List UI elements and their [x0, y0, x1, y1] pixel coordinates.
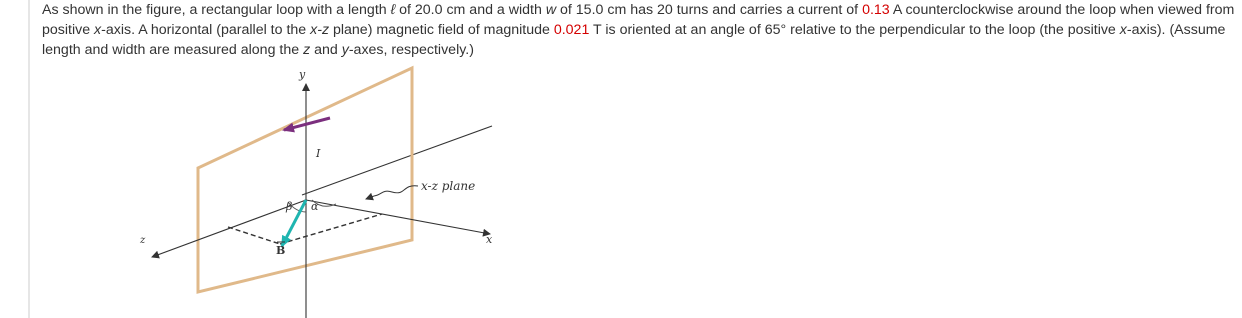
z-symbol: z	[303, 42, 311, 58]
dashed-line-z	[228, 227, 280, 244]
problem-line-2	[42, 20, 1242, 40]
y-symbol: y	[341, 42, 349, 58]
loop-figure	[130, 62, 510, 318]
text-segment: of 15.0 cm has 20 turns and carries a current of	[556, 2, 863, 18]
plane-leader-arrow	[366, 196, 374, 199]
y-axis-label: y	[299, 68, 306, 81]
text-segment: -axes, respectively.)	[348, 42, 474, 58]
text-segment: As shown in the figure, a rectangular loop with a length	[42, 2, 391, 18]
text-segment: and	[310, 42, 342, 58]
x-axis-label: x	[486, 233, 493, 246]
field-label: B	[276, 244, 286, 257]
current-value: 0.13	[862, 2, 890, 18]
xz-plane-label: x-z plane	[421, 179, 476, 193]
text-segment: positive	[42, 22, 95, 38]
text-segment: plane) magnetic field of magnitude	[329, 22, 554, 38]
problem-line-3	[42, 40, 1242, 60]
problem-statement	[42, 0, 1242, 60]
field-value: 0.021	[553, 22, 590, 38]
alpha-label: α	[311, 200, 319, 213]
current-label: I	[316, 147, 321, 160]
beta-label: β	[286, 200, 293, 213]
xz-symbol: x-z	[310, 22, 330, 38]
x-symbol: x	[94, 22, 102, 38]
left-rule	[28, 0, 30, 318]
text-segment: T is oriented at an angle of 65° relative to the perpendicular to the loop (the positive	[589, 22, 1120, 38]
x-symbol: x	[1119, 22, 1127, 38]
problem-line-1	[42, 0, 1242, 20]
current-loop	[198, 68, 412, 292]
text-segment: -axis). (Assume	[1126, 22, 1226, 38]
z-axis-label: z	[140, 235, 146, 246]
text-segment: A counterclockwise around the loop when viewed from	[889, 2, 1235, 18]
text-segment: length and width are measured along the	[42, 42, 304, 58]
text-segment: of 20.0 cm and a width	[395, 2, 546, 18]
width-symbol: w	[545, 2, 557, 18]
figure-svg	[130, 62, 510, 318]
length-symbol: ℓ	[390, 2, 396, 18]
text-segment: -axis. A horizontal (parallel to the	[101, 22, 311, 38]
